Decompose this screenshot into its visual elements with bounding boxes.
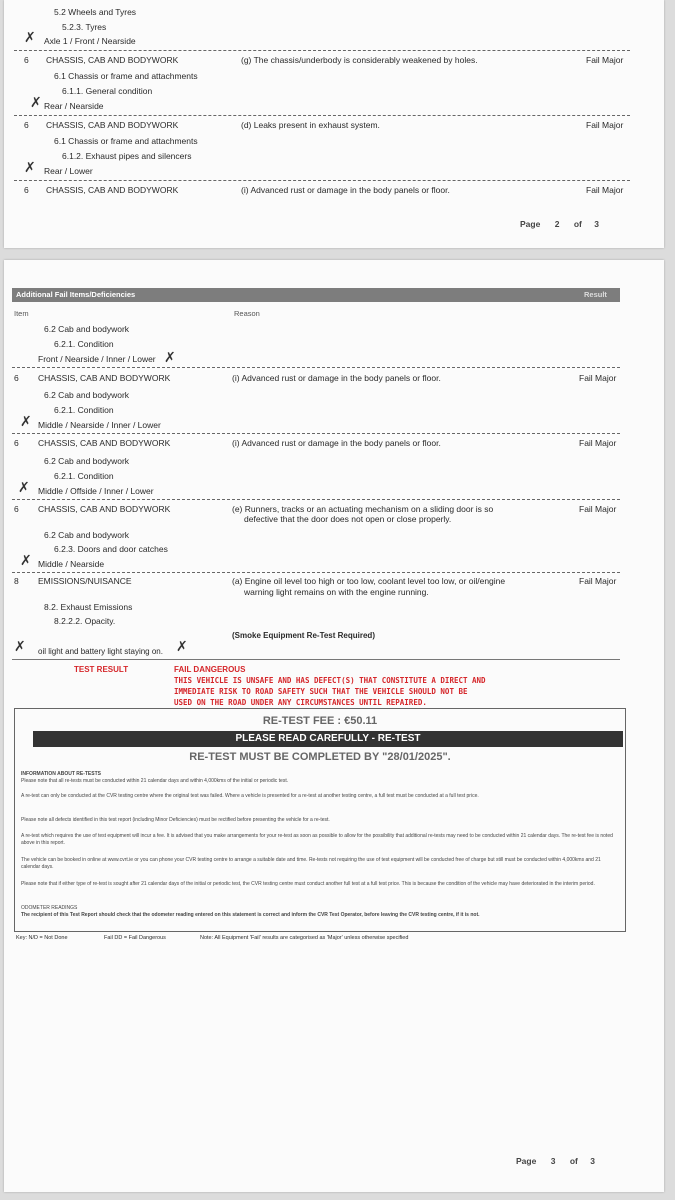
- row-reason-continued: defective that the door does not open or close properly.: [244, 514, 452, 524]
- location-line: Middle / Nearside / Inner / Lower: [38, 420, 161, 430]
- key-not-done: Key: N/D = Not Done: [16, 935, 68, 941]
- row-subitem: 6.1 Chassis or frame and attachments: [54, 136, 198, 146]
- report-page-3: [4, 260, 664, 1192]
- row-number: 6: [24, 55, 29, 65]
- row-subitem: 6.1 Chassis or frame and attachments: [54, 71, 198, 81]
- key-equipment-note: Note: All Equipment 'Fail' results are categorised as 'Major' unless otherwise specified: [200, 935, 409, 941]
- info-paragraph: Please note that all re-tests must be conducted within 21 calendar days and within 4,000kms of the initial or periodic test.: [21, 778, 289, 784]
- danger-warning-line: USED ON THE ROAD UNDER ANY CIRCUMSTANCES UNTIL REPAIRED.: [174, 698, 427, 707]
- row-category: CHASSIS, CAB AND BODYWORK: [46, 120, 179, 130]
- handwritten-cross-mark: ✗: [20, 414, 32, 430]
- location-line: Middle / Offside / Inner / Lower: [38, 486, 154, 496]
- row-reason: (g) The chassis/underbody is considerably weakened by holes.: [241, 55, 478, 65]
- danger-warning-line: IMMEDIATE RISK TO ROAD SAFETY SUCH THAT THE VEHICLE SHOULD NOT BE: [174, 687, 468, 696]
- location-line: Rear / Nearside: [44, 101, 104, 111]
- row-reason: (a) Engine oil level too high or too low, coolant level too low, or oil/engine: [232, 576, 506, 586]
- row-category: CHASSIS, CAB AND BODYWORK: [46, 185, 179, 195]
- page-number: [516, 1156, 595, 1166]
- handwritten-cross-mark: ✗: [24, 30, 36, 46]
- location-line: Rear / Lower: [44, 166, 93, 176]
- row-subitem: 6.2.3. Doors and door catches: [54, 544, 168, 554]
- page-current: 3: [550, 1156, 556, 1166]
- row-number: 6: [14, 504, 19, 514]
- divider: [12, 499, 620, 500]
- info-paragraph: The vehicle can be booked in online at www.cvrt.ie or you can phone your CVR testing centre to arrange a suitable date and time. Re-tests not requiring the use of test equipment will be conducted free of charge but still must be conducted within 4,000kms and 21 calendar days.: [21, 857, 601, 870]
- row-reason: (d) Leaks present in exhaust system.: [241, 120, 380, 130]
- row-subitem: 6.2 Cab and bodywork: [44, 324, 130, 334]
- location-line: Front / Nearside / Inner / Lower: [38, 354, 156, 364]
- handwritten-cross-mark: ✗: [164, 350, 176, 366]
- handwritten-cross-mark: ✗: [14, 639, 26, 655]
- row-category: EMISSIONS/NUISANCE: [38, 576, 132, 586]
- row-category: CHASSIS, CAB AND BODYWORK: [38, 504, 171, 514]
- row-number: 6: [24, 185, 29, 195]
- divider: [12, 367, 620, 368]
- row-subitem: 6.2.1. Condition: [54, 471, 114, 481]
- result-column-header: Result: [584, 290, 607, 299]
- divider: [12, 572, 620, 573]
- row-reason: (i) Advanced rust or damage in the body panels or floor.: [241, 185, 450, 195]
- row-result: Fail Major: [579, 373, 617, 383]
- row-result: Fail Major: [579, 438, 617, 448]
- info-paragraph: A re-test which requires the use of test equipment will incur a fee. It is advised that you make arrangements for your re-test as soon as possible to allow for the possibility that additional re-tests may need to be conducted within 21 calendar days. The re-test fee is noted above in this report.: [21, 833, 613, 846]
- row-number: 6: [24, 120, 29, 130]
- reason-column-header: Reason: [234, 309, 260, 318]
- row-subitem: 6.1.1. General condition: [62, 86, 153, 96]
- danger-warning-line: THIS VEHICLE IS UNSAFE AND HAS DEFECT(S) THAT CONSTITUTE A DIRECT AND: [174, 676, 486, 685]
- please-read-banner: PLEASE READ CAREFULLY - RE-TEST: [33, 731, 623, 747]
- handwritten-cross-mark: ✗: [30, 95, 42, 111]
- row-reason: (e) Runners, tracks or an actuating mechanism on a sliding door is so: [232, 504, 494, 514]
- row-subitem: 8.2. Exhaust Emissions: [44, 602, 133, 612]
- page-of: of: [569, 1156, 578, 1166]
- divider: [12, 433, 620, 434]
- info-paragraph: A re-test can only be conducted at the CVR testing centre where the original test was failed. Where a vehicle is presented for a re-test at another testing centre, a full test must be conducted at a full test price.: [21, 793, 479, 799]
- item-column-header: Item: [14, 309, 29, 318]
- item-line: 5.2.3. Tyres: [62, 22, 107, 32]
- divider: [12, 659, 620, 660]
- row-result: Fail Major: [579, 504, 617, 514]
- test-result-value: FAIL DANGEROUS: [174, 665, 246, 674]
- retest-deadline: RE-TEST MUST BE COMPLETED BY "28/01/2025".: [189, 751, 451, 763]
- location-line: Middle / Nearside: [38, 559, 105, 569]
- row-reason: (i) Advanced rust or damage in the body panels or floor.: [232, 373, 441, 383]
- page-total: 3: [594, 219, 599, 229]
- row-subitem: 6.2 Cab and bodywork: [44, 456, 130, 466]
- row-subitem: 6.2.1. Condition: [54, 339, 114, 349]
- handwritten-cross-mark: ✗: [24, 160, 36, 176]
- divider: [14, 180, 630, 181]
- row-number: 6: [14, 373, 19, 383]
- row-subitem: 6.2 Cab and bodywork: [44, 390, 130, 400]
- divider: [14, 50, 630, 51]
- info-paragraph: Please note all defects identified in this test report (including Minor Deficiencies) must be rectified before presenting the vehicle for a re-test.: [21, 817, 330, 823]
- report-page-2: [4, 0, 664, 248]
- row-subitem: 6.2.1. Condition: [54, 405, 114, 415]
- handwritten-cross-mark: ✗: [176, 639, 188, 655]
- section-title: Additional Fail Items/Deficiencies: [16, 290, 136, 299]
- handwritten-cross-mark: ✗: [18, 480, 30, 496]
- handwritten-cross-mark: ✗: [20, 553, 32, 569]
- page-total: 3: [590, 1156, 595, 1166]
- row-result: Fail Major: [586, 120, 624, 130]
- row-subitem: 6.2 Cab and bodywork: [44, 530, 130, 540]
- row-category: CHASSIS, CAB AND BODYWORK: [38, 438, 171, 448]
- key-fail-dangerous: Fail DD = Fail Dangerous: [104, 935, 166, 941]
- smoke-equipment-note: (Smoke Equipment Re-Test Required): [232, 631, 375, 640]
- row-result: Fail Major: [586, 185, 624, 195]
- retest-fee: RE-TEST FEE : €50.11: [262, 715, 378, 727]
- row-subitem: 6.1.2. Exhaust pipes and silencers: [62, 151, 192, 161]
- section-header-bar: [12, 288, 620, 302]
- row-reason-continued: warning light remains on with the engine running.: [244, 587, 429, 597]
- row-number: 6: [14, 438, 19, 448]
- odometer-heading: ODOMETER READINGS: [21, 905, 78, 911]
- row-category: CHASSIS, CAB AND BODYWORK: [38, 373, 171, 383]
- page-number: [520, 219, 599, 229]
- page-label: Page: [520, 219, 541, 229]
- info-heading: INFORMATION ABOUT RE-TESTS: [21, 771, 101, 777]
- row-result: Fail Major: [586, 55, 624, 65]
- odometer-text: The recipient of this Test Report should check that the odometer reading entered on this statement is correct and inform the CVR Test Operator, before leaving the CVR testing centre, if it is not.: [21, 912, 480, 918]
- page-current: 2: [554, 219, 560, 229]
- test-result-label: TEST RESULT: [74, 665, 129, 674]
- info-paragraph: Please note that if either type of re-test is sought after 21 calendar days of the initial or periodic test, the CVR testing centre must conduct another full test at a full test price. This is because the condition of the vehicle may have deteriorated in the interim period.: [21, 881, 595, 887]
- row-reason: (i) Advanced rust or damage in the body panels or floor.: [232, 438, 441, 448]
- row-category: CHASSIS, CAB AND BODYWORK: [46, 55, 179, 65]
- item-line: 5.2 Wheels and Tyres: [54, 7, 137, 17]
- page-of: of: [573, 219, 582, 229]
- location-line: Axle 1 / Front / Nearside: [44, 36, 136, 46]
- handwritten-note: oil light and battery light staying on.: [38, 647, 163, 656]
- retest-notice-box: [14, 708, 626, 932]
- row-number: 8: [14, 576, 19, 586]
- row-subitem: 8.2.2.2. Opacity.: [54, 616, 116, 626]
- divider: [14, 115, 630, 116]
- row-result: Fail Major: [579, 576, 617, 586]
- page-label: Page: [516, 1156, 537, 1166]
